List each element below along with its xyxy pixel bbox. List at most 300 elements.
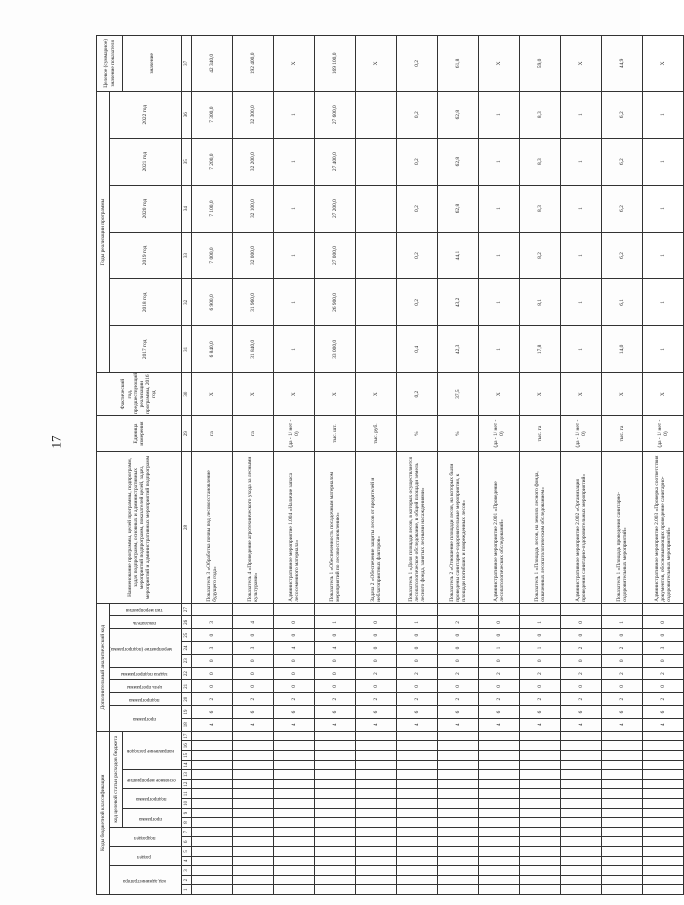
budget-code-cell: [315, 799, 356, 809]
event-type-cell: [438, 603, 479, 616]
year-value: 1: [643, 138, 684, 185]
year-value: 8,2: [520, 232, 561, 279]
year-value: 1: [643, 91, 684, 138]
budget-code-cell: [274, 808, 315, 818]
row-target-value: X: [356, 36, 397, 92]
budget-code-cell: [233, 770, 274, 780]
budget-code-cell: [520, 847, 561, 857]
budget-code-cell: [561, 885, 602, 895]
event-type-cell: [643, 603, 684, 616]
subprogram-code-cell: 2: [192, 693, 233, 706]
budget-code-cell: [643, 827, 684, 837]
year-value: 1: [479, 279, 520, 326]
budget-code-cell: [438, 885, 479, 895]
column-number: 35: [182, 138, 192, 185]
indicator-code-cell: 1: [315, 616, 356, 629]
budget-code-cell: [520, 885, 561, 895]
task-code-cell: 0: [315, 667, 356, 680]
table-row: [397, 36, 438, 895]
column-number: 10: [182, 799, 192, 809]
program-code-cell: 6: [602, 706, 643, 719]
budget-code-cell: [520, 875, 561, 885]
year-value: 6,2: [602, 91, 643, 138]
column-number: 31: [182, 326, 192, 373]
task-code-cell: 0: [233, 667, 274, 680]
row-unit: га: [233, 415, 274, 451]
column-number: 30: [182, 373, 192, 416]
year-value: [356, 138, 397, 185]
subprogram-code-cell: 2: [397, 693, 438, 706]
year-value: 62,8: [438, 138, 479, 185]
table-row: [479, 36, 520, 895]
column-number: 17: [182, 731, 192, 741]
year-2020-header: 2020 год: [110, 185, 182, 232]
budget-code-cell: [643, 799, 684, 809]
indicator-header: показатель: [110, 616, 182, 629]
budget-code-cell: [356, 837, 397, 847]
budget-code-cell: [479, 760, 520, 770]
year-value: 62,8: [438, 185, 479, 232]
indicator-code-cell: 1: [397, 616, 438, 629]
event-code-cell: 4: [274, 642, 315, 655]
budget-code-cell: [397, 770, 438, 780]
budget-code-cell: [192, 770, 233, 780]
year-value: 14,0: [602, 326, 643, 373]
program-code-cell: 6: [356, 706, 397, 719]
year-value: 6,2: [602, 185, 643, 232]
budget-code-cell: [561, 856, 602, 866]
budget-code-cell: [438, 856, 479, 866]
column-number: 5: [182, 847, 192, 857]
budget-code-cell: [602, 741, 643, 751]
name-header: Наименование программы, целей программы, подпрограмм, задач подпрограмм, основных и административных мероприятий подпрограмм, показателей целей, задач, мероприятий и административных мероприятий подпрограмм: [97, 452, 182, 603]
budget-code-cell: [520, 751, 561, 761]
year-value: 1: [274, 232, 315, 279]
year-value: 32 300,0: [233, 91, 274, 138]
column-numbers-row: [182, 36, 192, 895]
goal-code-cell: 0: [438, 680, 479, 693]
indicator-code-cell: 2: [438, 616, 479, 629]
budget-code-cell: [479, 847, 520, 857]
year-value: 44,1: [438, 232, 479, 279]
budget-code-cell: [520, 741, 561, 751]
year-value: 1: [274, 279, 315, 326]
budget-code-cell: [315, 751, 356, 761]
year-value: 1: [479, 138, 520, 185]
column-number: 1: [182, 885, 192, 895]
budget-code-cell: [233, 808, 274, 818]
year-value: 1: [274, 326, 315, 373]
budget-code-cell: [643, 875, 684, 885]
row-name: Показатель 4 «Проведение агротехнического ухода за лесными культурами»: [233, 452, 274, 603]
budget-code-cell: [479, 818, 520, 828]
year-2017-header: 2017 год: [110, 326, 182, 373]
budget-code-cell: [356, 885, 397, 895]
budget-code-cell: [315, 856, 356, 866]
budget-code-cell: [479, 789, 520, 799]
year-value: 32 000,0: [233, 232, 274, 279]
budget-code-cell: [397, 818, 438, 828]
program-code-cell: 4: [561, 718, 602, 731]
budget-code-cell: [643, 837, 684, 847]
budget-code-cell: [479, 779, 520, 789]
row-name: Показатель 3 «Обработка почвы под лесовосстановление будущего года»: [192, 452, 233, 603]
budget-code-cell: [274, 875, 315, 885]
budget-code-cell: [602, 779, 643, 789]
budget-code-cell: [356, 847, 397, 857]
program-header: программа: [110, 706, 182, 732]
budget-code-cell: [192, 808, 233, 818]
goal-code-cell: 0: [356, 680, 397, 693]
year-2021-header: 2021 год: [110, 138, 182, 185]
budget-code-cell: [192, 741, 233, 751]
budget-code-cell: [274, 885, 315, 895]
indicator-code-cell: 0: [643, 616, 684, 629]
event-code-cell: 0: [233, 629, 274, 642]
event-code-cell: 2: [561, 642, 602, 655]
budget-code-cell: [479, 827, 520, 837]
column-number: 22: [182, 667, 192, 680]
year-value: 32 100,0: [233, 185, 274, 232]
row-unit: тыс. руб.: [356, 415, 397, 451]
budget-code-cell: [233, 799, 274, 809]
column-number: 32: [182, 279, 192, 326]
budget-code-cell: [643, 856, 684, 866]
indicators-table: [96, 35, 684, 895]
event-code-cell: 0: [356, 629, 397, 642]
budget-code-cell: [233, 741, 274, 751]
budget-code-cell: [643, 779, 684, 789]
budget-code-cell: [315, 847, 356, 857]
year-value: 1: [479, 91, 520, 138]
year-value: 8,1: [520, 279, 561, 326]
budget-code-cell: [520, 770, 561, 780]
column-number: 25: [182, 629, 192, 642]
program-code-cell: 4: [602, 718, 643, 731]
budget-code-cell: [233, 875, 274, 885]
budget-code-cell: [233, 827, 274, 837]
program-code-cell: 6: [315, 706, 356, 719]
budget-code-cell: [397, 799, 438, 809]
subprogram-code-cell: 2: [602, 693, 643, 706]
column-number: 3: [182, 866, 192, 876]
row-target-value: X: [479, 36, 520, 92]
subprogram-code-cell: 2: [315, 693, 356, 706]
budget-code-cell: [602, 770, 643, 780]
budget-code-cell: [479, 875, 520, 885]
budget-code-cell: [561, 789, 602, 799]
budget-code-cell: [397, 837, 438, 847]
year-value: 31 840,0: [233, 326, 274, 373]
event-code-cell: 0: [315, 629, 356, 642]
budget-code-cell: [602, 760, 643, 770]
row-fact-value: X: [520, 373, 561, 416]
program-code-cell: 4: [233, 718, 274, 731]
event-code-cell: 2: [602, 642, 643, 655]
budget-code-cell: [397, 760, 438, 770]
budget-code-cell: [520, 799, 561, 809]
year-2018-header: 2018 год: [110, 279, 182, 326]
budget-code-cell: [315, 827, 356, 837]
table-row: [438, 36, 479, 895]
budget-code-cell: [356, 751, 397, 761]
budget-code-cell: [561, 808, 602, 818]
budget-code-cell: [561, 731, 602, 741]
budget-code-cell: [233, 760, 274, 770]
year-2019-header: 2019 год: [110, 232, 182, 279]
event-code-cell: 0: [356, 654, 397, 667]
task-code-cell: 2: [520, 667, 561, 680]
budget-code-cell: [356, 799, 397, 809]
column-number: 20: [182, 693, 192, 706]
budget-code-cell: [602, 799, 643, 809]
budget-code-cell: [274, 837, 315, 847]
row-fact-value: 37,5: [438, 373, 479, 416]
budget-code-cell: [192, 866, 233, 876]
year-value: [356, 326, 397, 373]
indicator-code-cell: 0: [479, 616, 520, 629]
budget-code-cell: [233, 731, 274, 741]
column-number: 4: [182, 856, 192, 866]
year-value: 7 000,0: [192, 232, 233, 279]
program-code-cell: 4: [192, 718, 233, 731]
program-code-cell: 4: [274, 718, 315, 731]
budget-code-cell: [520, 760, 561, 770]
column-number: 36: [182, 91, 192, 138]
year-value: 7 300,0: [192, 91, 233, 138]
budget-code-cell: [561, 779, 602, 789]
budget-code-cell: [438, 799, 479, 809]
budget-code-cell: [479, 885, 520, 895]
event-code-cell: 1: [520, 642, 561, 655]
goal-code-cell: 0: [233, 680, 274, 693]
year-value: 0,4: [397, 326, 438, 373]
budget-code-cell: [643, 866, 684, 876]
row-fact-value: X: [315, 373, 356, 416]
goal-code-cell: 0: [397, 680, 438, 693]
budget-code-cell: [520, 866, 561, 876]
budget-code-cell: [479, 856, 520, 866]
row-target-value: 59,0: [520, 36, 561, 92]
budget-code-cell: [438, 789, 479, 799]
column-number: 16: [182, 741, 192, 751]
year-value: 6,2: [602, 138, 643, 185]
goal-code-cell: 0: [520, 680, 561, 693]
budget-code-cell: [438, 847, 479, 857]
budget-code-cell: [356, 789, 397, 799]
budget-code-cell: [356, 866, 397, 876]
budget-code-cell: [602, 789, 643, 799]
budget-code-cell: [561, 760, 602, 770]
year-value: 0,2: [397, 185, 438, 232]
subprogram-code-cell: 2: [233, 693, 274, 706]
program-code-cell: 6: [274, 706, 315, 719]
year-value: 6,1: [602, 279, 643, 326]
budget-code-cell: [315, 837, 356, 847]
budget-code-cell: [561, 837, 602, 847]
row-name: Показатель 1 «Обеспеченность посадочным материалом мероприятий по лесовосстановлению»: [315, 452, 356, 603]
row-name: Административное мероприятие 1.004 «Наличие запаса лесосеменного материала»: [274, 452, 315, 603]
row-unit: тыс. шт.: [315, 415, 356, 451]
budget-code-cell: [520, 808, 561, 818]
year-value: 27 000,0: [315, 232, 356, 279]
subprogram-header: подпрограмма: [110, 693, 182, 706]
budget-code-cell: [233, 837, 274, 847]
program-code-cell: 6: [520, 706, 561, 719]
budget-code-cell: [356, 808, 397, 818]
budget-codes-header: Коды бюджетной классификации: [97, 731, 110, 894]
budget-code-cell: [356, 731, 397, 741]
program-code-cell: 6: [479, 706, 520, 719]
budget-code-cell: [520, 837, 561, 847]
indicator-code-cell: 1: [520, 616, 561, 629]
budget-code-cell: [397, 808, 438, 818]
program-code-cell: 6: [438, 706, 479, 719]
budget-code-cell: [602, 808, 643, 818]
program-code-cell: 4: [520, 718, 561, 731]
budget-code-cell: [233, 818, 274, 828]
year-value: 27 400,0: [315, 138, 356, 185]
budget-code-cell: [192, 789, 233, 799]
row-fact-value: X: [356, 373, 397, 416]
year-value: 1: [643, 326, 684, 373]
year-value: 7 100,0: [192, 185, 233, 232]
budget-code-cell: [274, 856, 315, 866]
budget-code-cell: [561, 875, 602, 885]
budget-code-cell: [233, 847, 274, 857]
event-code-cell: 0: [356, 642, 397, 655]
indicator-code-cell: 4: [233, 616, 274, 629]
event-code-cell: 3: [192, 642, 233, 655]
column-number: 19: [182, 706, 192, 719]
task-code-cell: 2: [356, 667, 397, 680]
budget-code-cell: [397, 875, 438, 885]
year-value: 0,2: [397, 138, 438, 185]
budget-code-cell: [315, 779, 356, 789]
budget-code-cell: [397, 751, 438, 761]
row-fact-value: X: [274, 373, 315, 416]
row-name: Показатель 1 «Доля площади лесов, в которых осуществляется лесопатологическое обследование, в общей площади земель лесного фонда, занятых лесными насаждениями»: [397, 452, 438, 603]
column-number: 12: [182, 779, 192, 789]
row-target-value: X: [643, 36, 684, 92]
budget-code-cell: [643, 760, 684, 770]
year-value: 0,2: [397, 91, 438, 138]
column-number: 28: [182, 452, 192, 603]
budget-code-cell: [520, 789, 561, 799]
row-unit: (да - 1/ нет - 0): [274, 415, 315, 451]
budget-code-cell: [438, 837, 479, 847]
event-code-cell: 0: [643, 629, 684, 642]
year-value: 27 200,0: [315, 185, 356, 232]
event-code-cell: 0: [397, 629, 438, 642]
column-number: 14: [182, 760, 192, 770]
budget-code-cell: [561, 847, 602, 857]
years-header: Годы реализации программы: [97, 91, 110, 373]
budget-code-cell: [192, 779, 233, 789]
event-type-header: тип мероприятия: [110, 603, 182, 616]
budget-code-cell: [274, 779, 315, 789]
budget-code-cell: [192, 827, 233, 837]
year-value: 1: [479, 326, 520, 373]
subprogram-code-cell: 2: [520, 693, 561, 706]
budget-code-cell: [192, 885, 233, 895]
row-fact-value: X: [643, 373, 684, 416]
indicator-code-cell: 1: [602, 616, 643, 629]
budget-code-cell: [438, 866, 479, 876]
budget-code-cell: [192, 818, 233, 828]
budget-code-cell: [315, 770, 356, 780]
budget-code-cell: [192, 799, 233, 809]
budget-code-cell: [479, 731, 520, 741]
budget-code-cell: [397, 827, 438, 837]
task-code-cell: 2: [397, 667, 438, 680]
year-value: 62,8: [438, 91, 479, 138]
budget-code-cell: [602, 875, 643, 885]
budget-code-cell: [315, 789, 356, 799]
budget-code-cell: [192, 847, 233, 857]
year-value: 31 960,0: [233, 279, 274, 326]
event-code-cell: 0: [233, 654, 274, 667]
main-event-header: основное мероприятие: [123, 770, 182, 789]
task-code-cell: 0: [274, 667, 315, 680]
budget-code-cell: [643, 808, 684, 818]
budget-code-cell: [274, 847, 315, 857]
budget-code-cell: [479, 808, 520, 818]
row-target-value: 42 340,0: [192, 36, 233, 92]
row-unit: (да - 1/ нет - 0): [561, 415, 602, 451]
row-unit: га: [192, 415, 233, 451]
event-type-cell: [479, 603, 520, 616]
budget-code-cell: [274, 770, 315, 780]
value-header: значение: [123, 36, 182, 92]
year-value: 26 900,0: [315, 279, 356, 326]
year-value: 8,3: [520, 185, 561, 232]
budget-code-cell: [315, 875, 356, 885]
year-value: 1: [561, 91, 602, 138]
budget-code-cell: [315, 741, 356, 751]
budget-code-cell: [315, 808, 356, 818]
column-number: 13: [182, 770, 192, 780]
column-number: 33: [182, 232, 192, 279]
indicator-code-cell: 0: [274, 616, 315, 629]
budget-code-cell: [274, 827, 315, 837]
row-name: Показатель 1 «Площадь проведения санитарно-оздоровительных мероприятий»: [602, 452, 643, 603]
budget-code-cell: [192, 751, 233, 761]
budget-code-cell: [561, 799, 602, 809]
row-unit: тыс. га: [602, 415, 643, 451]
year-value: 1: [274, 138, 315, 185]
row-name: Показатель 1 «Площадь лесов, на землях лесного фонда, охваченных лесопатологическим обследованием»: [520, 452, 561, 603]
event-code-cell: 0: [438, 629, 479, 642]
year-value: 6 840,0: [192, 326, 233, 373]
goal-code-cell: 0: [602, 680, 643, 693]
admin-code-header: код администратора: [110, 866, 182, 895]
budget-code-cell: [438, 741, 479, 751]
table-row: [561, 36, 602, 895]
budget-code-cell: [438, 818, 479, 828]
event-code-cell: 0: [397, 642, 438, 655]
row-unit: (да - 1/ нет - 0): [479, 415, 520, 451]
budget-code-cell: [356, 760, 397, 770]
task-header: задача подпрограммы: [110, 667, 182, 680]
task-code-cell: 2: [561, 667, 602, 680]
year-value: 1: [274, 185, 315, 232]
budget-code-cell: [233, 751, 274, 761]
program-code-cell: 6: [192, 706, 233, 719]
budget-code-cell: [479, 799, 520, 809]
goal-code-cell: 0: [561, 680, 602, 693]
event-code-cell: 0: [520, 654, 561, 667]
